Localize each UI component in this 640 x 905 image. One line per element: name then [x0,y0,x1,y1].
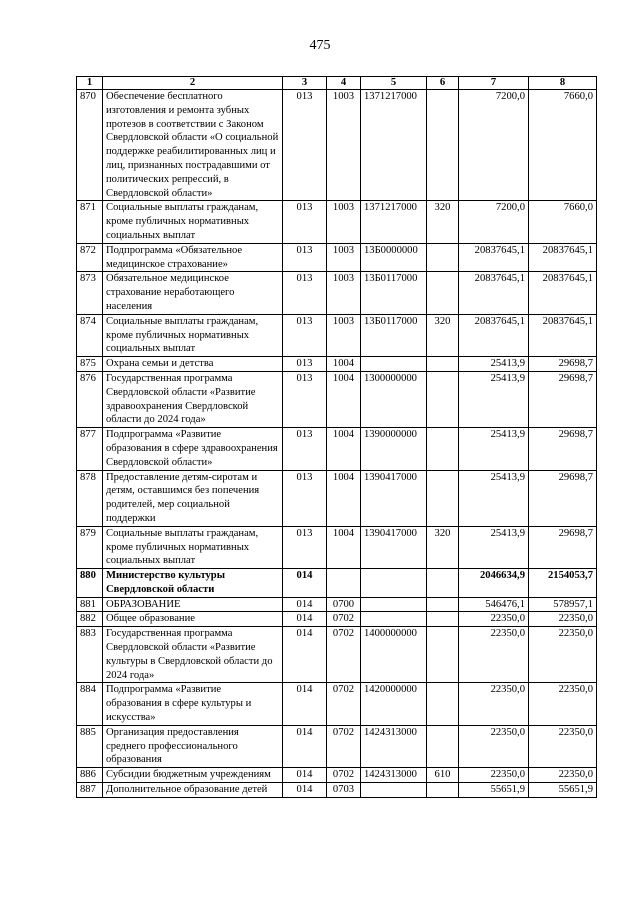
row-name: Подпрограмма «Развитие образования в сфере здравоохранения Свердловской области» [103,428,283,470]
row-number: 874 [77,314,103,356]
row-amount-col7: 20837645,1 [459,243,529,272]
row-amount-col8: 55651,9 [529,783,597,798]
row-expense-type-code [427,725,459,767]
row-amount-col7: 20837645,1 [459,314,529,356]
row-target-code: 1371217000 [361,201,427,243]
row-expense-type-code [427,683,459,725]
row-amount-col7: 25413,9 [459,526,529,568]
table-row [77,768,597,783]
header-col-6: 6 [427,77,459,90]
row-amount-col7: 55651,9 [459,783,529,798]
row-target-code [361,357,427,372]
row-name: Подпрограмма «Обязательное медицинское страхование» [103,243,283,272]
row-number: 877 [77,428,103,470]
row-number: 872 [77,243,103,272]
table-row [77,725,597,767]
row-section-code: 0700 [327,597,361,612]
header-col-4: 4 [327,77,361,90]
header-col-1: 1 [77,77,103,90]
row-expense-type-code: 320 [427,201,459,243]
row-amount-col8: 22350,0 [529,612,597,627]
row-amount-col7: 25413,9 [459,428,529,470]
row-section-code: 1004 [327,526,361,568]
row-amount-col8: 20837645,1 [529,243,597,272]
row-amount-col7: 7200,0 [459,201,529,243]
row-name: Обеспечение бесплатного изготовления и ремонта зубных протезов в соответствии с Законом Свердловской области «О социальной поддержке реабилитированных лиц и лиц, признанных пострадавшими от политических репрессий, в Свердловской области» [103,90,283,201]
row-number: 879 [77,526,103,568]
row-number: 882 [77,612,103,627]
row-expense-type-code [427,612,459,627]
table-row [77,243,597,272]
row-target-code: 13Б0117000 [361,314,427,356]
row-section-code: 1004 [327,428,361,470]
row-ministry-code: 013 [283,470,327,526]
row-ministry-code: 013 [283,371,327,427]
row-amount-col8: 2154053,7 [529,569,597,598]
row-number: 880 [77,569,103,598]
row-section-code: 1003 [327,243,361,272]
row-amount-col8: 29698,7 [529,357,597,372]
row-number: 886 [77,768,103,783]
row-ministry-code: 014 [283,597,327,612]
table-row [77,90,597,201]
row-ministry-code: 013 [283,314,327,356]
row-amount-col7: 2046634,9 [459,569,529,598]
row-name: Общее образование [103,612,283,627]
row-name: Государственная программа Свердловской области «Развитие культуры в Свердловской области до 2024 года» [103,627,283,683]
row-name: Государственная программа Свердловской области «Развитие здравоохранения Свердловской области до 2024 года» [103,371,283,427]
row-section-code: 1003 [327,314,361,356]
row-number: 878 [77,470,103,526]
row-name: Организация предоставления среднего профессионального образования [103,725,283,767]
row-number: 881 [77,597,103,612]
row-ministry-code: 013 [283,272,327,314]
row-name: Социальные выплаты гражданам, кроме публичных нормативных социальных выплат [103,201,283,243]
row-expense-type-code: 610 [427,768,459,783]
row-target-code [361,569,427,598]
header-col-2: 2 [103,77,283,90]
row-expense-type-code [427,569,459,598]
row-amount-col8: 22350,0 [529,627,597,683]
row-number: 887 [77,783,103,798]
row-amount-col8: 29698,7 [529,470,597,526]
row-ministry-code: 014 [283,783,327,798]
row-amount-col8: 29698,7 [529,371,597,427]
row-target-code: 1390417000 [361,526,427,568]
row-expense-type-code [427,470,459,526]
row-amount-col8: 29698,7 [529,428,597,470]
row-section-code: 1004 [327,371,361,427]
table-row [77,526,597,568]
row-number: 873 [77,272,103,314]
row-section-code: 0702 [327,627,361,683]
row-target-code: 1371217000 [361,90,427,201]
row-number: 870 [77,90,103,201]
row-amount-col7: 22350,0 [459,612,529,627]
row-section-code: 1003 [327,272,361,314]
row-target-code [361,612,427,627]
row-amount-col7: 7200,0 [459,90,529,201]
row-amount-col7: 25413,9 [459,371,529,427]
row-amount-col7: 20837645,1 [459,272,529,314]
row-ministry-code: 014 [283,725,327,767]
row-name: Обязательное медицинское страхование неработающего населения [103,272,283,314]
row-section-code: 0702 [327,725,361,767]
table-row [77,612,597,627]
header-row [77,77,597,90]
table-body [77,90,597,798]
row-target-code: 1390417000 [361,470,427,526]
row-expense-type-code [427,272,459,314]
row-expense-type-code: 320 [427,314,459,356]
row-target-code: 1424313000 [361,768,427,783]
row-ministry-code: 013 [283,428,327,470]
row-section-code [327,569,361,598]
row-name: Субсидии бюджетным учреждениям [103,768,283,783]
table-row [77,470,597,526]
table-row [77,683,597,725]
row-name: ОБРАЗОВАНИЕ [103,597,283,612]
row-target-code: 1300000000 [361,371,427,427]
row-target-code: 13Б0000000 [361,243,427,272]
row-expense-type-code [427,428,459,470]
row-amount-col7: 22350,0 [459,725,529,767]
table-row [77,272,597,314]
row-number: 884 [77,683,103,725]
row-ministry-code: 014 [283,627,327,683]
row-amount-col8: 7660,0 [529,90,597,201]
table-row [77,428,597,470]
page-number: 475 [309,38,331,53]
row-amount-col8: 22350,0 [529,683,597,725]
table-row [77,201,597,243]
row-number: 885 [77,725,103,767]
table-header [77,77,597,90]
row-ministry-code: 013 [283,243,327,272]
row-name: Охрана семьи и детства [103,357,283,372]
row-expense-type-code [427,357,459,372]
row-amount-col8: 20837645,1 [529,314,597,356]
row-amount-col8: 7660,0 [529,201,597,243]
row-amount-col7: 22350,0 [459,768,529,783]
row-expense-type-code [427,243,459,272]
row-section-code: 1004 [327,470,361,526]
row-name: Предоставление детям-сиротам и детям, оставшимся без попечения родителей, мер социальной поддержки [103,470,283,526]
header-col-3: 3 [283,77,327,90]
row-expense-type-code [427,371,459,427]
row-number: 871 [77,201,103,243]
row-number: 883 [77,627,103,683]
row-number: 876 [77,371,103,427]
row-amount-col7: 22350,0 [459,683,529,725]
row-amount-col8: 578957,1 [529,597,597,612]
row-expense-type-code [427,627,459,683]
row-section-code: 1003 [327,201,361,243]
row-ministry-code: 014 [283,612,327,627]
row-section-code: 0702 [327,768,361,783]
row-ministry-code: 013 [283,90,327,201]
row-section-code: 1003 [327,90,361,201]
table-row [77,314,597,356]
row-amount-col7: 25413,9 [459,470,529,526]
table-row [77,569,597,598]
row-expense-type-code [427,90,459,201]
row-amount-col8: 22350,0 [529,725,597,767]
table-row [77,357,597,372]
row-ministry-code: 014 [283,569,327,598]
table-row [77,627,597,683]
row-amount-col7: 25413,9 [459,357,529,372]
row-expense-type-code: 320 [427,526,459,568]
header-col-5: 5 [361,77,427,90]
row-target-code: 13Б0117000 [361,272,427,314]
row-target-code: 1424313000 [361,725,427,767]
table-row [77,371,597,427]
row-ministry-code: 014 [283,683,327,725]
row-target-code: 1400000000 [361,627,427,683]
row-section-code: 0702 [327,683,361,725]
row-ministry-code: 013 [283,357,327,372]
row-amount-col8: 29698,7 [529,526,597,568]
table-row [77,783,597,798]
row-expense-type-code [427,597,459,612]
header-col-8: 8 [529,77,597,90]
row-section-code: 1004 [327,357,361,372]
row-section-code: 0702 [327,612,361,627]
row-expense-type-code [427,783,459,798]
row-amount-col7: 22350,0 [459,627,529,683]
row-target-code [361,783,427,798]
row-number: 875 [77,357,103,372]
row-ministry-code: 014 [283,768,327,783]
row-ministry-code: 013 [283,201,327,243]
row-ministry-code: 013 [283,526,327,568]
row-name: Министерство культуры Свердловской области [103,569,283,598]
row-target-code [361,597,427,612]
row-name: Дополнительное образование детей [103,783,283,798]
row-section-code: 0703 [327,783,361,798]
row-name: Подпрограмма «Развитие образования в сфере культуры и искусства» [103,683,283,725]
header-col-7: 7 [459,77,529,90]
row-amount-col8: 20837645,1 [529,272,597,314]
row-target-code: 1420000000 [361,683,427,725]
row-amount-col7: 546476,1 [459,597,529,612]
budget-table [76,76,597,798]
row-target-code: 1390000000 [361,428,427,470]
row-name: Социальные выплаты гражданам, кроме публичных нормативных социальных выплат [103,314,283,356]
row-amount-col8: 22350,0 [529,768,597,783]
table-row [77,597,597,612]
row-name: Социальные выплаты гражданам, кроме публичных нормативных социальных выплат [103,526,283,568]
